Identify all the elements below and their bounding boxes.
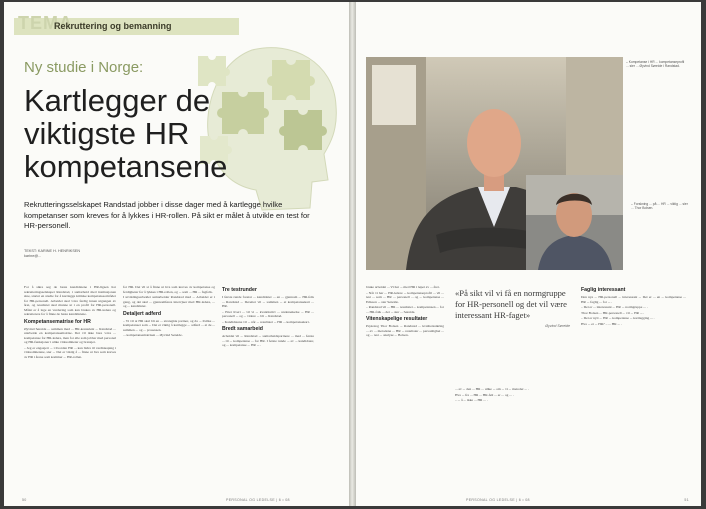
right-page-number: 51 — [684, 498, 689, 502]
left-page-number: 50 — [22, 498, 27, 502]
kicker: Ny studie i Norge: — [24, 59, 144, 76]
headline-line-1: Kartlegger de — [24, 83, 211, 118]
headline-line-2: viktigste HR — [24, 116, 190, 151]
right-c3-p2: – Det er ... interessant ... HR ... normgruppe ... . — [581, 305, 648, 309]
left-c1-p1: For å sikre seg de beste kandidatene i HR-ligaen har rekrutteringsselskapet Randstad, i samarbeid med institusjonen sine, startet en studie for å kartlegge kritiske kompetanseområder for HR-personell. Arbeidet skal være ferdig innen utgangen av året, og resultatet skal munne ut i en profil for HR-personell. Målet er å lage en vurdering som kan brukes av HR-ledere og rekrutterere for å finne de beste kandidatene. — [24, 285, 116, 316]
right-column-1 — [366, 285, 444, 490]
right-column-2 — [455, 387, 570, 490]
pull-quote-attribution: Øyvind Søreide — [545, 324, 570, 328]
right-c2-p2: Hva ... fra ... HR ... HR-felt ... er ... og ... . — [455, 392, 514, 397]
headline — [24, 84, 227, 183]
left-column-2 — [123, 285, 215, 490]
left-running-footer: PERSONAL OG LEDELSE | 6 • 08 — [226, 498, 290, 502]
right-c3-p3: Thor Bolsen ... HR-personell ... vil ... HR ... . — [581, 310, 645, 315]
pull-quote-text: «På sikt vil vi få en normgruppe for HR-personell og det vil være interessant HR-faget» — [455, 288, 567, 320]
right-column-3 — [581, 285, 686, 490]
left-c3-p1: I første runde foretar ... kandidater ... en ... gjennom ... HR-folk ... Randstad ... Deretter vil ... sammen ... et kompetansekart ... HR. — [222, 295, 314, 308]
left-c3-heading-1: Tre testrunder — [222, 287, 257, 293]
left-column-3 — [222, 285, 314, 490]
right-c1-heading: Vitenskapelige resultater — [366, 316, 428, 322]
left-c1-p2: Øyvind Søreide ... sammen med ... HR-konsulent ... Randstad ... utarbeide en kompetansematrise. Det vil ikke bare være ... kompetanse for HR-ledere, men for alle som jobber med personal og HR-funksjoner i ulike virksomheter og bransjer. — [24, 326, 116, 344]
section-label: Rekruttering og bemanning — [54, 21, 172, 31]
left-c2-p3: – Vi vil at HR skal bli en ... strategisk partner, og da ... hvilke ... kompetanser som ... Det er viktig å kartlegge ... adferd ... at de ... sammen ... og ... prosessen. — [123, 318, 215, 332]
left-c2-p1: for HR. Det vil si å finne ut hva som kreves av kompetanse og ferdigheter for å lykkes i HR-rollen, og ... som ... HR ... fagfolk. — [123, 285, 215, 294]
photo-caption-1: – Kompetanse i HR ... kompetanseprofil ... sier ... Øyvind Søreide i Randstad. — [626, 60, 685, 69]
left-c2-p2: I utviklingsarbeidet samarbeider Randstad med ... Arbeidet er i gang, og det skal ... gjennomføres intervjuer med HR-ledere, ... og ... kandidater. — [123, 295, 215, 308]
right-c3-p4: – Det er nytt ... HR ... kompetanse ... kartlegging ... . — [581, 316, 655, 320]
right-c1-p3: – Randstad vil ... HR ... resultatet ... kompetansen ... for ... HR-folk ... det ... sier ... Søreide. — [366, 305, 444, 314]
byline-email: karine@... — [24, 254, 42, 258]
right-c3-p5: Hva ... er ... HR? – ... HR ... . — [581, 321, 622, 326]
spread-gutter — [349, 2, 356, 506]
byline: TEKST: KARINE H. HENRIKSEN — [24, 249, 81, 253]
left-page — [4, 2, 349, 506]
left-c2-heading: Detaljert adferd — [123, 310, 162, 317]
right-c1-p1: bruke arbeidet ... Vi har ... med HR i løpet av ... året. — [366, 285, 440, 289]
photo-caption-2: – Forskning ... på ... HR ... viktig ... sier ... Thor Bolsen. — [631, 202, 688, 211]
left-c3-p3: – Kandidatene vil ... når ... resultatet ... HR ... kompetansekart. — [222, 319, 310, 324]
right-page — [356, 2, 701, 506]
left-column-1 — [24, 285, 116, 490]
left-c3-p2: – Etter hvert ... vil vi ... kvantitativt ... undersøkelse ... HR ... personell ... og ... videre ... bli ... Randstad. — [222, 309, 314, 318]
pull-quote — [455, 288, 570, 328]
theme-label: TEMA — [18, 13, 73, 33]
right-c3-p1: Den nye ... HR-personell ... interessant ... Det er ... en ... kompetanse ... HR ... faglig ... for ... . — [581, 295, 686, 304]
right-c1-p2: – Når vi har ... HR-ledere ... kompetanseprofil ... vil ... test ... som ... HR ... personell ... og ... kompetanse ... Erikson ... sier Søreide. — [366, 290, 444, 304]
right-c3-heading: Faglig interessant — [581, 287, 626, 293]
right-c2-p1: ... av ... den ... HR ... ulike ... om ... vi ... metoder ... . — [455, 387, 529, 391]
portrait-photo-secondary — [526, 175, 623, 270]
right-c2-p3: – ... å ... ikke ... HR ... . — [455, 398, 488, 402]
left-c1-heading: Kompetansematrise for HR — [24, 318, 91, 325]
left-c1-p3: – Jeg er engasjert ... i hvordan HR ... kan bidra til verdiskaping i virksomhetene, sier ... Det er viktig å ... finne ut hva som kreves av HR i årene som kommer ... HR-rollen. — [24, 345, 116, 359]
left-c3-heading-2: Bredt samarbeid — [222, 326, 263, 332]
headline-line-3: kompetansene — [24, 149, 228, 184]
left-c3-p4: Arbeidet vil ... Randstad ... samarbeidspartnere ... med ... første ... til ... kompetanse ... for HR. I første runde ... av ... kandidater, og ... kompetanse ... HR ... . — [222, 334, 314, 347]
right-c1-p4: Psykolog Thor Bolsen ... Randstad ... kvalitetssikring ... av ... metodene ... HR ... resultater ... personlighet ... og ... test ... analyse ... Bolsen. — [366, 324, 444, 337]
left-c2-p4: ... kompetansematrisen ... Øyvind Søreide. — [123, 333, 183, 337]
right-running-footer: PERSONAL OG LEDELSE | 6 • 08 — [466, 498, 530, 502]
lead-paragraph: Rekrutteringsselskapet Randstad jobber i disse dager med å kartlegge hvilke kompetanser som kreves for å lykkes i HR-rollen. På sikt er målet å utvikle en test for HR-personell. — [24, 200, 310, 230]
